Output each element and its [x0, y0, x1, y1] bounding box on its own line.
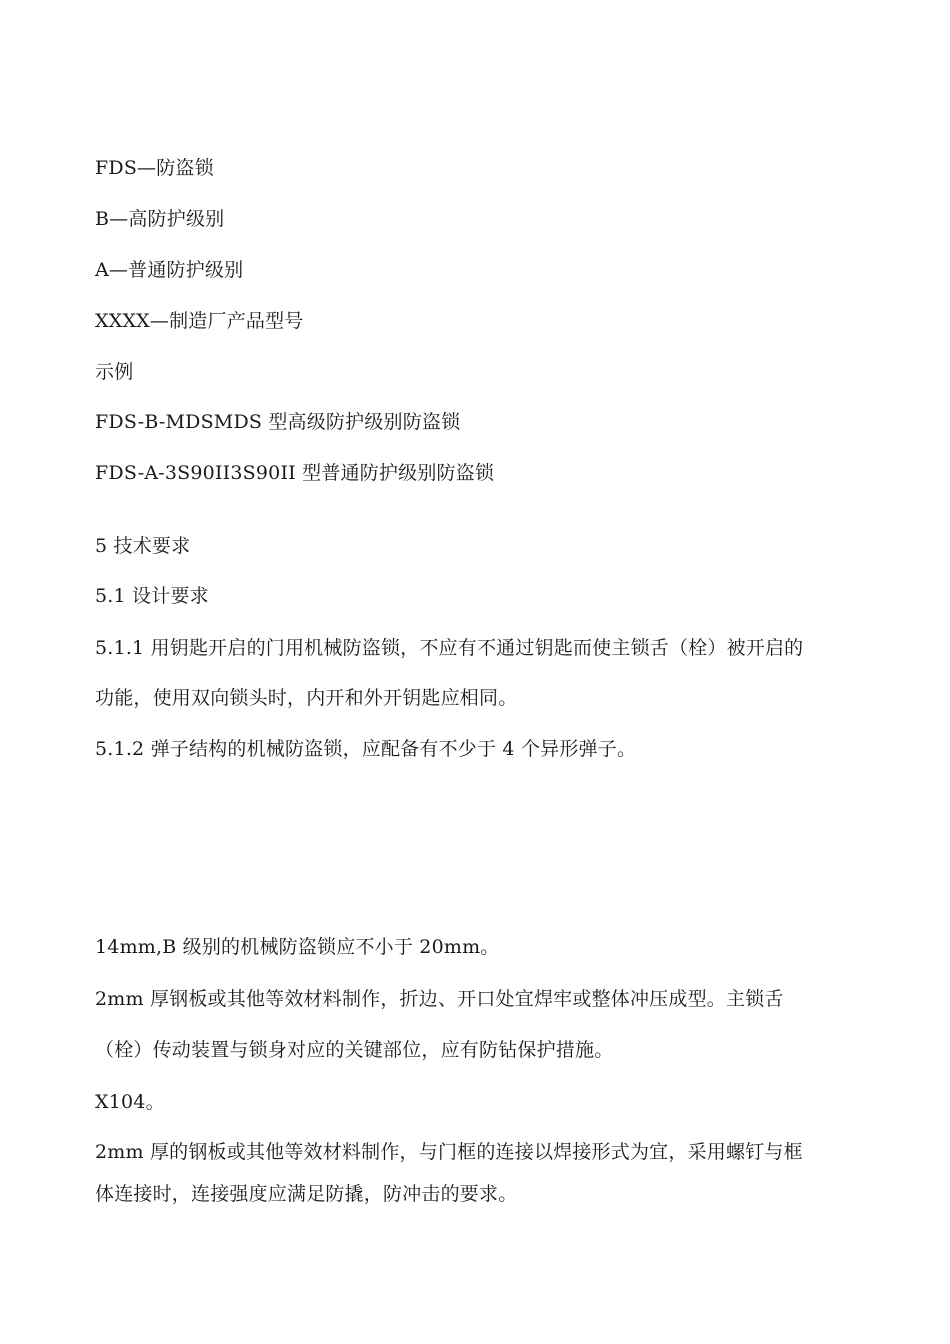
text-line: 体连接时，连接强度应满足防撬，防冲击的要求。: [95, 1183, 518, 1205]
text-line: FDS-B-MDSMDS 型高级防护级别防盗锁: [95, 411, 461, 433]
text-line: （栓）传动装置与锁身对应的关键部位，应有防钻保护措施。: [95, 1039, 614, 1061]
text-line: 5.1.2 弹子结构的机械防盗锁，应配备有不少于 4 个异形弹子。: [95, 738, 637, 760]
text-line: FDS-A-3S90II3S90II 型普通防护级别防盗锁: [95, 462, 495, 484]
text-line: B—高防护级别: [95, 208, 225, 230]
text-line: X104。: [95, 1091, 165, 1113]
text-line: 2mm 厚的钢板或其他等效材料制作，与门框的连接以焊接形式为宜，采用螺钉与框: [95, 1141, 803, 1163]
text-line: XXXX—制造厂产品型号: [95, 310, 304, 332]
text-line: 功能，使用双向锁头时，内开和外开钥匙应相同。: [95, 687, 518, 709]
section-heading: 5 技术要求: [95, 535, 191, 557]
text-line: A—普通防护级别: [95, 259, 244, 281]
text-line: 14mm,B 级别的机械防盗锁应不小于 20mm。: [95, 936, 500, 958]
text-line: 5.1.1 用钥匙开启的门用机械防盗锁，不应有不通过钥匙而使主锁舌（栓）被开启的: [95, 637, 804, 659]
text-line: 2mm 厚钢板或其他等效材料制作，折边、开口处宜焊牢或整体冲压成型。主锁舌: [95, 988, 784, 1010]
text-line: 示例: [95, 361, 134, 383]
text-line: FDS—防盗锁: [95, 157, 214, 179]
subsection-heading: 5.1 设计要求: [95, 585, 209, 607]
